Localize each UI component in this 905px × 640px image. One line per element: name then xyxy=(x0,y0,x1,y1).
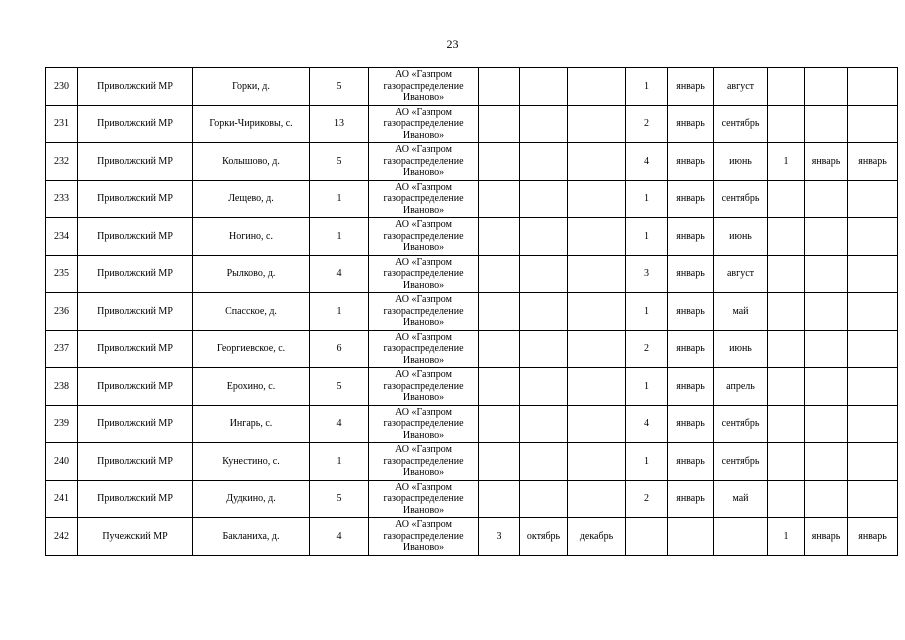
organization-cell: АО «Газпром газораспределение Иваново» xyxy=(369,443,479,481)
district-cell: Приволжский МР xyxy=(78,368,193,406)
district-cell: Приволжский МР xyxy=(78,405,193,443)
organization-cell: АО «Газпром газораспределение Иваново» xyxy=(369,143,479,181)
stage2-end-month-cell: август xyxy=(714,68,768,106)
row-number-cell: 232 xyxy=(46,143,78,181)
row-number-cell: 230 xyxy=(46,68,78,106)
locality-cell: Ингарь, с. xyxy=(193,405,310,443)
district-cell: Приволжский МР xyxy=(78,330,193,368)
stage3-end-month-cell: январь xyxy=(848,143,898,181)
stage3-count-cell xyxy=(768,480,805,518)
stage2-end-month-cell: июнь xyxy=(714,143,768,181)
stage3-start-month-cell: январь xyxy=(805,143,848,181)
table-row xyxy=(46,518,898,556)
stage1-end-month-cell xyxy=(568,180,626,218)
stage2-end-month-cell: сентябрь xyxy=(714,180,768,218)
stage2-start-month-cell xyxy=(668,518,714,556)
stage3-count-cell xyxy=(768,293,805,331)
table-row xyxy=(46,480,898,518)
stage2-end-month-cell: сентябрь xyxy=(714,405,768,443)
locality-cell: Рылково, д. xyxy=(193,255,310,293)
stage2-end-month-cell: сентябрь xyxy=(714,443,768,481)
row-number-cell: 240 xyxy=(46,443,78,481)
table-row xyxy=(46,218,898,256)
table-row xyxy=(46,405,898,443)
stage1-start-month-cell xyxy=(520,218,568,256)
organization-cell: АО «Газпром газораспределение Иваново» xyxy=(369,293,479,331)
count-cell: 1 xyxy=(310,443,369,481)
stage3-end-month-cell xyxy=(848,405,898,443)
page-number: 23 xyxy=(446,37,459,51)
locality-cell: Горки-Чириковы, с. xyxy=(193,105,310,143)
stage3-count-cell: 1 xyxy=(768,518,805,556)
stage3-start-month-cell xyxy=(805,180,848,218)
row-number-cell: 237 xyxy=(46,330,78,368)
stage3-end-month-cell xyxy=(848,443,898,481)
stage1-count-cell xyxy=(479,180,520,218)
stage1-count-cell xyxy=(479,68,520,106)
count-cell: 13 xyxy=(310,105,369,143)
stage2-count-cell: 4 xyxy=(626,143,668,181)
row-number-cell: 234 xyxy=(46,218,78,256)
locality-cell: Горки, д. xyxy=(193,68,310,106)
stage2-count-cell: 1 xyxy=(626,293,668,331)
organization-cell: АО «Газпром газораспределение Иваново» xyxy=(369,255,479,293)
stage1-count-cell xyxy=(479,143,520,181)
stage3-count-cell xyxy=(768,218,805,256)
district-cell: Приволжский МР xyxy=(78,68,193,106)
stage1-end-month-cell: декабрь xyxy=(568,518,626,556)
stage1-start-month-cell xyxy=(520,180,568,218)
locality-cell: Бакланиха, д. xyxy=(193,518,310,556)
organization-cell: АО «Газпром газораспределение Иваново» xyxy=(369,368,479,406)
stage1-end-month-cell xyxy=(568,143,626,181)
row-number-cell: 235 xyxy=(46,255,78,293)
stage1-count-cell xyxy=(479,218,520,256)
locality-cell: Лещево, д. xyxy=(193,180,310,218)
organization-cell: АО «Газпром газораспределение Иваново» xyxy=(369,68,479,106)
table-row xyxy=(46,255,898,293)
stage1-end-month-cell xyxy=(568,330,626,368)
locality-cell: Ногино, с. xyxy=(193,218,310,256)
table-row xyxy=(46,180,898,218)
stage2-end-month-cell: июнь xyxy=(714,330,768,368)
table-row xyxy=(46,368,898,406)
stage1-start-month-cell xyxy=(520,105,568,143)
stage2-count-cell: 1 xyxy=(626,368,668,406)
district-cell: Приволжский МР xyxy=(78,480,193,518)
stage2-end-month-cell: май xyxy=(714,480,768,518)
stage2-count-cell: 3 xyxy=(626,255,668,293)
organization-cell: АО «Газпром газораспределение Иваново» xyxy=(369,218,479,256)
stage1-count-cell xyxy=(479,255,520,293)
stage3-start-month-cell xyxy=(805,293,848,331)
stage3-count-cell xyxy=(768,368,805,406)
stage1-count-cell xyxy=(479,405,520,443)
row-number-cell: 236 xyxy=(46,293,78,331)
row-number-cell: 231 xyxy=(46,105,78,143)
stage2-start-month-cell: январь xyxy=(668,255,714,293)
stage1-end-month-cell xyxy=(568,218,626,256)
district-cell: Приволжский МР xyxy=(78,218,193,256)
stage2-start-month-cell: январь xyxy=(668,180,714,218)
stage3-end-month-cell xyxy=(848,68,898,106)
organization-cell: АО «Газпром газораспределение Иваново» xyxy=(369,330,479,368)
count-cell: 1 xyxy=(310,218,369,256)
stage3-count-cell xyxy=(768,105,805,143)
count-cell: 5 xyxy=(310,143,369,181)
stage3-start-month-cell xyxy=(805,368,848,406)
stage1-count-cell xyxy=(479,368,520,406)
stage2-start-month-cell: январь xyxy=(668,330,714,368)
stage3-end-month-cell xyxy=(848,218,898,256)
stage2-end-month-cell: август xyxy=(714,255,768,293)
organization-cell: АО «Газпром газораспределение Иваново» xyxy=(369,480,479,518)
stage3-start-month-cell xyxy=(805,105,848,143)
stage1-count-cell: 3 xyxy=(479,518,520,556)
stage2-end-month-cell xyxy=(714,518,768,556)
stage1-count-cell xyxy=(479,293,520,331)
stage2-count-cell: 1 xyxy=(626,218,668,256)
stage1-start-month-cell xyxy=(520,443,568,481)
stage1-end-month-cell xyxy=(568,293,626,331)
row-number-cell: 241 xyxy=(46,480,78,518)
district-cell: Приволжский МР xyxy=(78,143,193,181)
count-cell: 1 xyxy=(310,180,369,218)
locality-cell: Георгиевское, с. xyxy=(193,330,310,368)
stage3-count-cell xyxy=(768,443,805,481)
stage2-start-month-cell: январь xyxy=(668,105,714,143)
stage3-end-month-cell xyxy=(848,105,898,143)
table-row xyxy=(46,105,898,143)
table-row xyxy=(46,293,898,331)
stage3-end-month-cell xyxy=(848,330,898,368)
locality-cell: Колышово, д. xyxy=(193,143,310,181)
stage2-start-month-cell: январь xyxy=(668,143,714,181)
district-cell: Приволжский МР xyxy=(78,105,193,143)
stage1-start-month-cell xyxy=(520,143,568,181)
row-number-cell: 239 xyxy=(46,405,78,443)
stage1-start-month-cell xyxy=(520,293,568,331)
stage3-count-cell xyxy=(768,68,805,106)
count-cell: 5 xyxy=(310,480,369,518)
table-row xyxy=(46,143,898,181)
stage3-count-cell: 1 xyxy=(768,143,805,181)
stage3-end-month-cell: январь xyxy=(848,518,898,556)
stage3-end-month-cell xyxy=(848,368,898,406)
stage2-end-month-cell: май xyxy=(714,293,768,331)
organization-cell: АО «Газпром газораспределение Иваново» xyxy=(369,518,479,556)
stage1-count-cell xyxy=(479,105,520,143)
stage2-count-cell: 1 xyxy=(626,443,668,481)
district-cell: Приволжский МР xyxy=(78,293,193,331)
stage1-end-month-cell xyxy=(568,255,626,293)
stage1-start-month-cell xyxy=(520,68,568,106)
stage3-start-month-cell xyxy=(805,480,848,518)
count-cell: 4 xyxy=(310,405,369,443)
locality-cell: Ерохино, с. xyxy=(193,368,310,406)
count-cell: 6 xyxy=(310,330,369,368)
district-cell: Приволжский МР xyxy=(78,255,193,293)
table-body xyxy=(46,68,898,556)
stage3-count-cell xyxy=(768,405,805,443)
stage2-end-month-cell: апрель xyxy=(714,368,768,406)
stage2-end-month-cell: июнь xyxy=(714,218,768,256)
count-cell: 4 xyxy=(310,518,369,556)
count-cell: 1 xyxy=(310,293,369,331)
row-number-cell: 233 xyxy=(46,180,78,218)
stage2-start-month-cell: январь xyxy=(668,218,714,256)
stage1-start-month-cell xyxy=(520,255,568,293)
stage3-start-month-cell xyxy=(805,443,848,481)
stage2-start-month-cell: январь xyxy=(668,68,714,106)
stage3-end-month-cell xyxy=(848,480,898,518)
stage3-start-month-cell xyxy=(805,405,848,443)
stage3-count-cell xyxy=(768,255,805,293)
locality-cell: Дудкино, д. xyxy=(193,480,310,518)
stage1-start-month-cell xyxy=(520,368,568,406)
stage2-count-cell: 2 xyxy=(626,105,668,143)
stage3-start-month-cell xyxy=(805,330,848,368)
count-cell: 5 xyxy=(310,368,369,406)
stage2-start-month-cell: январь xyxy=(668,368,714,406)
organization-cell: АО «Газпром газораспределение Иваново» xyxy=(369,405,479,443)
stage1-count-cell xyxy=(479,443,520,481)
stage3-end-month-cell xyxy=(848,255,898,293)
district-cell: Приволжский МР xyxy=(78,443,193,481)
table-row xyxy=(46,68,898,106)
stage3-start-month-cell xyxy=(805,68,848,106)
stage1-end-month-cell xyxy=(568,443,626,481)
stage2-start-month-cell: январь xyxy=(668,480,714,518)
stage1-end-month-cell xyxy=(568,368,626,406)
stage1-count-cell xyxy=(479,480,520,518)
stage1-start-month-cell xyxy=(520,480,568,518)
stage1-start-month-cell xyxy=(520,330,568,368)
stage1-start-month-cell xyxy=(520,405,568,443)
stage2-count-cell: 1 xyxy=(626,180,668,218)
stage2-start-month-cell: январь xyxy=(668,443,714,481)
stage2-count-cell: 2 xyxy=(626,330,668,368)
organization-cell: АО «Газпром газораспределение Иваново» xyxy=(369,105,479,143)
stage3-count-cell xyxy=(768,180,805,218)
district-cell: Приволжский МР xyxy=(78,180,193,218)
stage2-count-cell: 2 xyxy=(626,480,668,518)
stage3-start-month-cell xyxy=(805,255,848,293)
stage2-count-cell xyxy=(626,518,668,556)
row-number-cell: 242 xyxy=(46,518,78,556)
stage3-end-month-cell xyxy=(848,180,898,218)
stage3-count-cell xyxy=(768,330,805,368)
gasification-table xyxy=(45,67,898,556)
organization-cell: АО «Газпром газораспределение Иваново» xyxy=(369,180,479,218)
stage1-end-month-cell xyxy=(568,480,626,518)
table-row xyxy=(46,330,898,368)
stage3-end-month-cell xyxy=(848,293,898,331)
locality-cell: Спасское, д. xyxy=(193,293,310,331)
stage1-end-month-cell xyxy=(568,68,626,106)
stage2-start-month-cell: январь xyxy=(668,293,714,331)
stage3-start-month-cell: январь xyxy=(805,518,848,556)
locality-cell: Кунестино, с. xyxy=(193,443,310,481)
stage2-count-cell: 1 xyxy=(626,68,668,106)
district-cell: Пучежский МР xyxy=(78,518,193,556)
count-cell: 4 xyxy=(310,255,369,293)
table-row xyxy=(46,443,898,481)
stage2-start-month-cell: январь xyxy=(668,405,714,443)
stage2-count-cell: 4 xyxy=(626,405,668,443)
stage1-end-month-cell xyxy=(568,405,626,443)
row-number-cell: 238 xyxy=(46,368,78,406)
stage1-count-cell xyxy=(479,330,520,368)
stage1-start-month-cell: октябрь xyxy=(520,518,568,556)
stage1-end-month-cell xyxy=(568,105,626,143)
count-cell: 5 xyxy=(310,68,369,106)
stage2-end-month-cell: сентябрь xyxy=(714,105,768,143)
stage3-start-month-cell xyxy=(805,218,848,256)
